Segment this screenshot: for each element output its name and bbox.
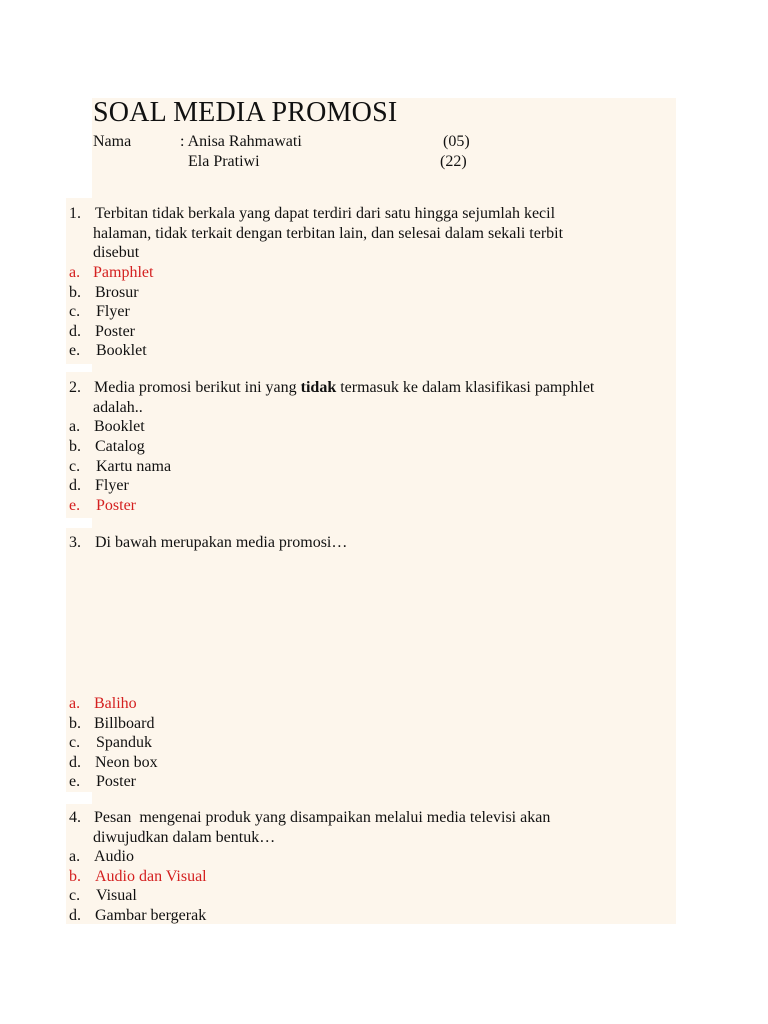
question-4-line-2: diwujudkan dalam bentuk… — [93, 829, 276, 846]
q2-option-c-letter: c. — [69, 458, 81, 475]
q3-option-e-text: Poster — [96, 773, 136, 790]
q2-option-c-text: Kartu nama — [96, 458, 172, 475]
member-1-number: (05) — [443, 133, 470, 150]
question-2-line-1: Media promosi berikut ini yang tidak termasuk ke dalam klasifikasi pamphlet — [94, 379, 595, 396]
q3-option-c-letter: c. — [69, 734, 81, 751]
member-2-number: (22) — [440, 153, 467, 170]
question-4-line-1: Pesan mengenai produk yang disampaikan melalui media televisi akan — [94, 809, 551, 826]
q2-option-b-letter: b. — [69, 438, 81, 455]
question-3-line-1: Di bawah merupakan media promosi… — [95, 534, 348, 551]
q4-option-a-letter: a. — [69, 848, 81, 865]
q3-option-b-letter: b. — [69, 715, 81, 732]
q2-option-a-letter: a. — [69, 418, 81, 435]
q1-option-b-letter: b. — [69, 284, 81, 301]
q1-option-a-text: Pamphlet — [93, 264, 154, 281]
q1-option-c-text: Flyer — [96, 303, 130, 320]
q1-option-e-letter: e. — [69, 342, 81, 359]
q2-option-e-text: Poster — [96, 497, 136, 514]
q2-option-b-text: Catalog — [95, 438, 145, 455]
question-2-line-2: adalah.. — [93, 399, 143, 416]
q1-option-b-text: Brosur — [95, 284, 139, 301]
question-2-number: 2. — [69, 379, 81, 396]
q3-option-a-letter: a. — [69, 695, 81, 712]
q3-option-d-letter: d. — [69, 754, 81, 771]
q4-option-d-text: Gambar bergerak — [95, 907, 207, 924]
q3-option-a-text: Baliho — [94, 695, 137, 712]
q4-option-b-text: Audio dan Visual — [95, 868, 207, 885]
q3-option-c-text: Spanduk — [96, 734, 152, 751]
q4-option-b-letter: b. — [69, 868, 81, 885]
name-label: Nama — [93, 133, 132, 150]
member-2-name: Ela Pratiwi — [188, 153, 260, 170]
question-1-line-1: Terbitan tidak berkala yang dapat terdiri dari satu hingga sejumlah kecil — [95, 205, 556, 222]
q2-option-d-letter: d. — [69, 477, 81, 494]
q4-option-a-text: Audio — [94, 848, 134, 865]
page-title: SOAL MEDIA PROMOSI — [93, 97, 398, 128]
question-1-line-3: disebut — [93, 244, 140, 261]
question-2-emphasis: tidak — [300, 379, 337, 396]
q1-option-e-text: Booklet — [96, 342, 147, 359]
q2-option-d-text: Flyer — [95, 477, 129, 494]
q1-option-c-letter: c. — [69, 303, 81, 320]
q2-option-e-letter: e. — [69, 497, 81, 514]
q3-option-e-letter: e. — [69, 773, 81, 790]
q4-option-c-letter: c. — [69, 887, 81, 904]
q1-option-d-text: Poster — [95, 323, 135, 340]
q3-option-b-text: Billboard — [94, 715, 155, 732]
question-3-number: 3. — [69, 534, 81, 551]
q3-option-d-text: Neon box — [95, 754, 158, 771]
q4-option-d-letter: d. — [69, 907, 81, 924]
q4-option-c-text: Visual — [96, 887, 137, 904]
q1-option-d-letter: d. — [69, 323, 81, 340]
member-1-name: : Anisa Rahmawati — [180, 133, 302, 150]
question-1-line-2: halaman, tidak terkait dengan terbitan lain, dan selesai dalam sekali terbit — [93, 225, 564, 242]
question-4-number: 4. — [69, 809, 81, 826]
question-1-number: 1. — [69, 205, 81, 222]
q1-option-a-letter: a. — [69, 264, 81, 281]
q2-option-a-text: Booklet — [94, 418, 145, 435]
